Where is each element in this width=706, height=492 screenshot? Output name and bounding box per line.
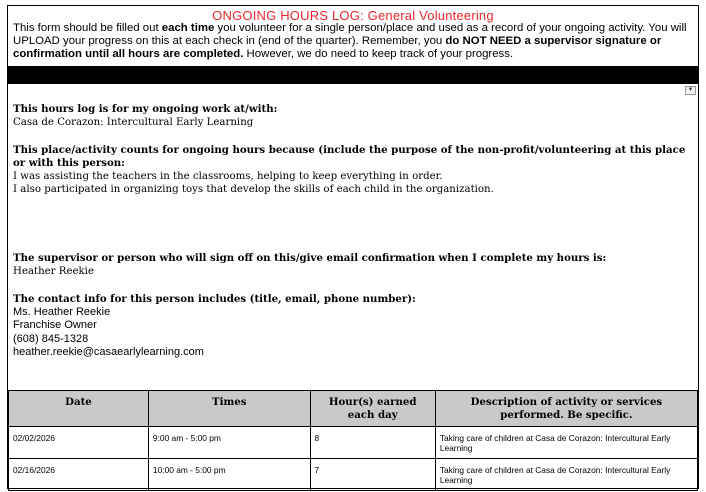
contact-question: The contact info for this person includes (title, email, phone number): [13, 293, 416, 305]
purpose-section [13, 144, 695, 196]
column-header-date: Date [9, 391, 149, 427]
supervisor-section [13, 252, 695, 278]
intro-text-part: This form should be filled out [13, 22, 162, 34]
intro-emphasis: each time [161, 22, 215, 34]
hours-log-form [7, 5, 699, 489]
intro-text [13, 22, 695, 61]
contact-line[interactable]: Ms. Heather Reekie [13, 306, 111, 318]
cell-hours[interactable]: 7 [310, 459, 435, 491]
purpose-question: This place/activity counts for ongoing hours because (include the purpose of the non-profit/volunteering at this place or with this person: [13, 144, 686, 169]
table-row [9, 459, 698, 491]
table-row [9, 427, 698, 459]
column-header-hours: Hour(s) earned each day [310, 391, 435, 427]
section-divider-bar [8, 66, 698, 84]
contact-line[interactable]: heather.reekie@casaearlylearning.com [13, 345, 204, 358]
cell-times[interactable]: 9:00 am - 5:00 pm [148, 427, 310, 459]
form-title: ONGOING HOURS LOG: General Volunteering [212, 8, 494, 23]
table-header-row [9, 391, 698, 427]
cell-date[interactable]: 02/02/2026 [9, 427, 149, 459]
contact-section [13, 293, 695, 359]
intro-text-part: However, we do need to keep track of your progress. [243, 48, 514, 60]
supervisor-question: The supervisor or person who will sign off on this/give email confirmation when I complete my hours is: [13, 252, 607, 264]
chevron-down-icon[interactable]: ▼ [685, 86, 696, 95]
work-at-question: This hours log is for my ongoing work at/with: [13, 103, 278, 115]
cell-hours[interactable]: 8 [310, 427, 435, 459]
hours-table [8, 390, 698, 491]
cell-times[interactable]: 10:00 am - 5:00 pm [148, 459, 310, 491]
column-header-times: Times [148, 391, 310, 427]
supervisor-answer[interactable]: Heather Reekie [13, 266, 94, 277]
work-at-section [13, 103, 695, 129]
cell-description[interactable]: Taking care of children at Casa de Corazon: Intercultural Early Learning [435, 427, 697, 459]
contact-line[interactable]: (608) 845-1328 [13, 332, 89, 345]
purpose-answer-line[interactable]: I also participated in organizing toys that develop the skills of each child in the organization. [13, 184, 494, 195]
work-at-answer[interactable]: Casa de Corazon: Intercultural Early Learning [13, 117, 254, 128]
cell-description[interactable]: Taking care of children at Casa de Corazon: Intercultural Early Learning [435, 459, 697, 491]
column-header-description: Description of activity or services performed. Be specific. [435, 391, 697, 427]
purpose-answer-line[interactable]: I was assisting the teachers in the classrooms, helping to keep everything in order. [13, 171, 443, 182]
cell-date[interactable]: 02/16/2026 [9, 459, 149, 491]
intro-text-part: you volunteer for a single person/place and used as a record of your ongoing activity. You will UPLOAD your progress on this at each check in (end of the quarter). Remember, you [13, 22, 687, 47]
intro-emphasis: do NOT NEED a supervisor signature or confirmation until all hours are completed. [13, 35, 662, 60]
contact-line[interactable]: Franchise Owner [13, 319, 97, 332]
